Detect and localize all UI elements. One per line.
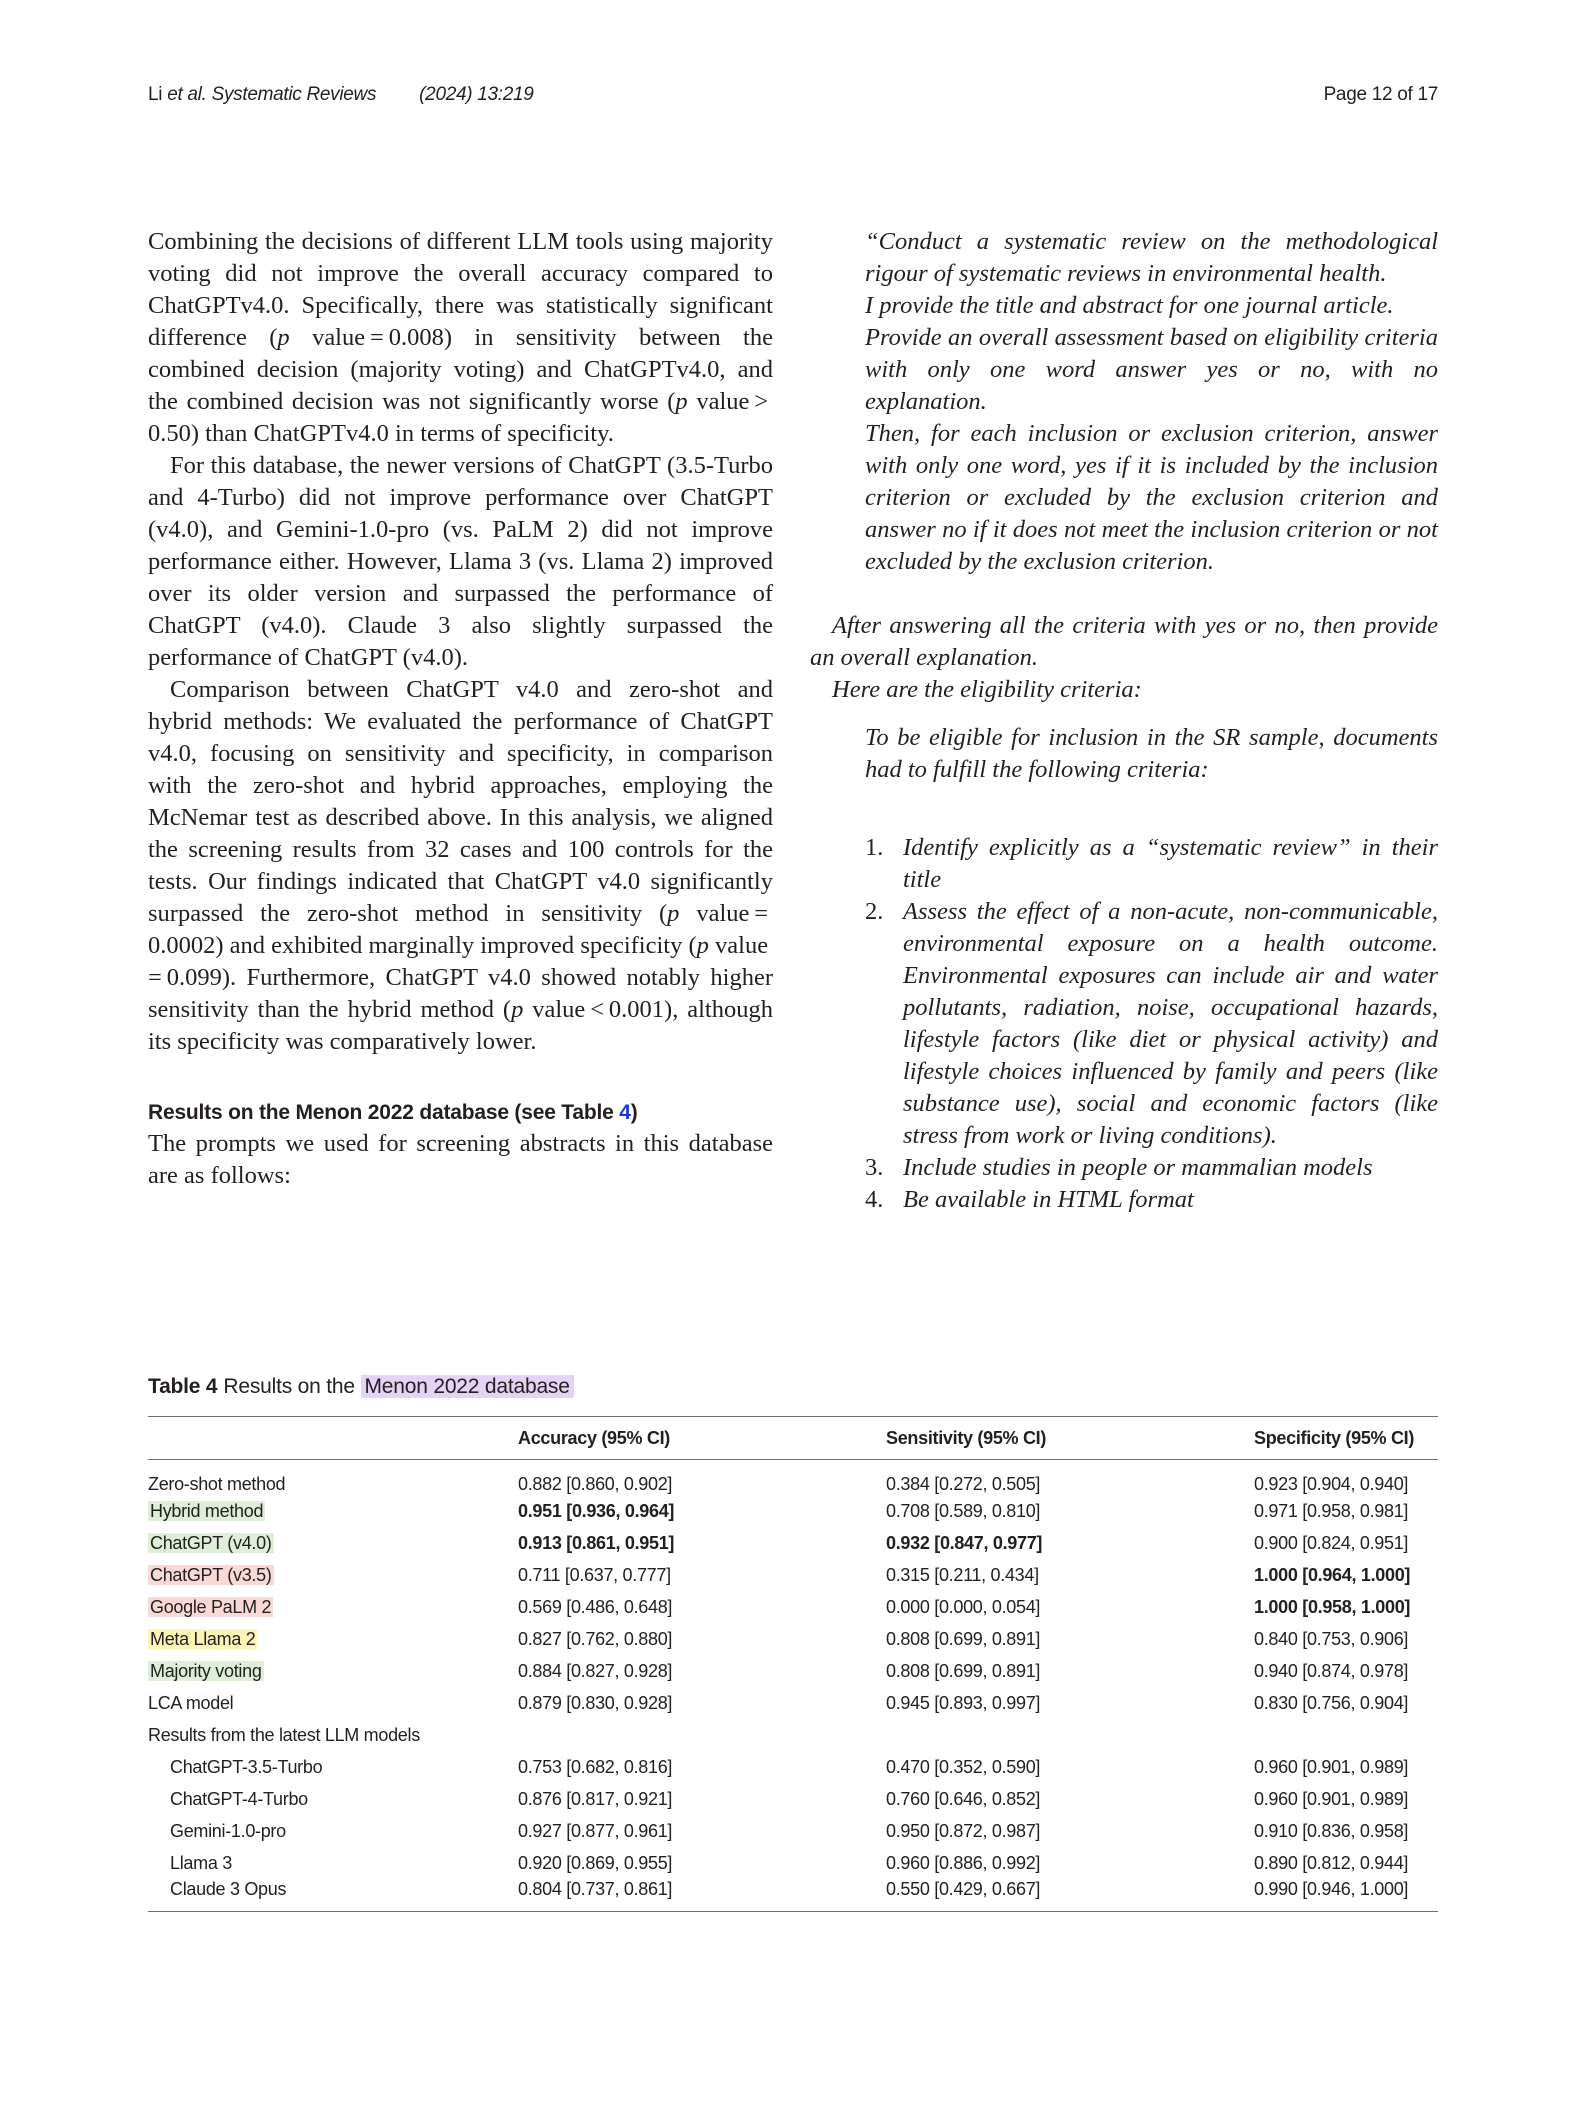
sensitivity-cell: 0.950 [0.872, 0.987] [886,1820,1041,1841]
table-4 [148,1372,1438,1912]
method-cell: Zero-shot method [148,1474,286,1494]
specificity-cell: 0.923 [0.904, 0.940] [1254,1474,1409,1494]
table-row [148,1623,1438,1655]
table-caption: Table 4 Results on the Menon 2022 database [148,1372,1438,1402]
right-column [810,226,1438,1216]
paragraph-comparison: Comparison between ChatGPT v4.0 and zero-shot and hybrid methods: We evaluated the performance of ChatGPT v4.0, focusing on sensitivity and specificity, in comparison with the zero-shot and hybrid approaches, employing the McNemar test as described above. In this analysis, we aligned the screening results from 32 cases and 100 controls for the tests. Our findings indicated that ChatGPT v4.0 significantly surpassed the zero-shot method in sensitivity (p value = 0.0002) and exhibited marginally improved specificity (p value = 0.099). Furthermore, ChatGPT v4.0 showed notably higher sensitivity than the hybrid method (p value < 0.001), although its specificity was comparatively lower. [148,676,774,1055]
specificity-cell: 0.900 [0.824, 0.951] [1254,1532,1409,1553]
section-intro: The prompts we used for screening abstracts in this database are as follows: [148,1130,773,1189]
accuracy-cell: 0.753 [0.682, 0.816] [518,1756,673,1777]
paragraph-majority-voting: Combining the decisions of different LLM tools using majority voting did not improve the overall accuracy compared to ChatGPTv4.0. Specifically, there was statistically significant difference (p value = 0.008) in sensitivity between the combined decision (majority voting) and ChatGPTv4.0, and the combined decision was not significantly worse (p value > 0.50) than ChatGPTv4.0 in terms of specificity. [148,228,774,447]
criteria-list [810,832,1438,1216]
header-accuracy: Accuracy (95% CI) [518,1427,670,1448]
volume-citation: (2024) 13:219 [419,84,534,105]
sensitivity-cell: 0.708 [0.589, 0.810] [886,1500,1041,1521]
method-cell: ChatGPT-3.5-Turbo [170,1756,323,1777]
header-specificity: Specificity (95% CI) [1254,1427,1415,1448]
sensitivity-cell: 0.760 [0.646, 0.852] [886,1788,1041,1809]
et-al: et al. [167,84,207,105]
running-head [148,84,1438,112]
method-cell: Claude 3 Opus [170,1879,287,1900]
accuracy-cell: 0.569 [0.486, 0.648] [518,1596,673,1617]
method-cell: Llama 3 [170,1852,232,1873]
prompt-line-3: Provide an overall assessment based on eligibility criteria with only one word answer yes or no, with no explanation. [865,324,1438,415]
method-cell: ChatGPT (v3.5) [150,1564,272,1585]
specificity-cell: 0.910 [0.836, 0.958] [1254,1820,1409,1841]
table-row [148,1559,1438,1591]
specificity-cell: 0.890 [0.812, 0.944] [1254,1852,1409,1873]
results-table [148,1416,1438,1912]
prompt-line-4: Then, for each inclusion or exclusion criterion, answer with only one word, yes if it is included by the inclusion criterion or excluded by the exclusion criterion and answer no if it does not meet the inclusion criterion or not excluded by the exclusion criterion. [865,420,1438,575]
specificity-cell: 0.830 [0.756, 0.904] [1254,1692,1409,1713]
accuracy-cell: 0.804 [0.737, 0.861] [518,1879,673,1900]
accuracy-cell: 0.884 [0.827, 0.928] [518,1660,673,1681]
table-row [148,1655,1438,1687]
method-cell: Meta Llama 2 [150,1628,256,1649]
journal-citation [148,84,534,106]
accuracy-cell: 0.879 [0.830, 0.928] [518,1692,673,1713]
specificity-cell: 0.840 [0.753, 0.906] [1254,1628,1409,1649]
accuracy-cell: 0.951 [0.936, 0.964] [518,1500,675,1521]
table-row [148,1815,1438,1847]
table-row [148,1527,1438,1559]
method-cell: Hybrid method [150,1500,264,1521]
method-cell: LCA model [148,1692,234,1713]
table-row [148,1879,1438,1911]
method-cell: Gemini-1.0-pro [170,1820,286,1841]
accuracy-cell: 0.827 [0.762, 0.880] [518,1628,673,1649]
header-sensitivity: Sensitivity (95% CI) [886,1427,1047,1448]
table-label: Table 4 [148,1375,218,1398]
specificity-cell: 0.960 [0.901, 0.989] [1254,1756,1409,1777]
table-row [148,1783,1438,1815]
table-row [148,1591,1438,1623]
spacer [810,578,1438,610]
accuracy-cell: 0.876 [0.817, 0.921] [518,1788,673,1809]
table-row [148,1751,1438,1783]
specificity-cell: 0.960 [0.901, 0.989] [1254,1788,1409,1809]
subgroup-label: Results from the latest LLM models [148,1724,420,1745]
eligibility-block [810,722,1438,786]
page-number: Page 12 of 17 [1323,84,1438,105]
section-heading-menon: Results on the Menon 2022 database (see Table 4) [148,1101,638,1124]
journal-name: Systematic Reviews [211,84,377,105]
accuracy-cell: 0.927 [0.877, 0.961] [518,1820,673,1841]
highlighted-database-name: Menon 2022 database [361,1375,574,1398]
header-method [148,1417,518,1460]
method-cell: ChatGPT-4-Turbo [170,1788,308,1809]
prompt-quote [810,226,1438,578]
table-subgroup-row [148,1719,1438,1751]
prompt-line-1: “Conduct a systematic review on the methodological rigour of systematic reviews in environmental health. [865,228,1438,287]
paragraph-newer-versions: For this database, the newer versions of ChatGPT (3.5-Turbo and 4-Turbo) did not improve performance over ChatGPT (v4.0), and Gemini-1.0-pro (vs. PaLM 2) did not improve performance either. However, Llama 3 (vs. Llama 2) improved over its older version and surpassed the performance of ChatGPT (v4.0). Claude 3 also slightly surpassed the performance of ChatGPT (v4.0). [148,452,773,671]
sensitivity-cell: 0.315 [0.211, 0.434] [886,1564,1039,1585]
sensitivity-cell: 0.932 [0.847, 0.977] [886,1532,1043,1553]
method-cell: ChatGPT (v4.0) [150,1532,272,1553]
sensitivity-cell: 0.000 [0.000, 0.054] [886,1596,1041,1617]
sensitivity-cell: 0.808 [0.699, 0.891] [886,1628,1041,1649]
criterion-item: 2. Assess the effect of a non-acute, non-communicable, environmental exposure on a health outcome. Environmental exposures can include air and water pollutants, radiation, noise, occupational hazards, lifestyle factors (like diet or physical activity) and lifestyle choices influenced by family and peers (like substance use), social and economic factors (like stress from work or living conditions). [865,898,1438,1149]
criterion-item: 3. Include studies in people or mammalian models [865,1154,1373,1181]
prompt-line-2: I provide the title and abstract for one journal article. [865,292,1394,319]
accuracy-cell: 0.882 [0.860, 0.902] [518,1474,673,1494]
sensitivity-cell: 0.550 [0.429, 0.667] [886,1879,1041,1900]
table-4-link[interactable]: 4 [619,1101,631,1124]
specificity-cell: 1.000 [0.964, 1.000] [1254,1564,1411,1585]
sensitivity-cell: 0.808 [0.699, 0.891] [886,1660,1041,1681]
prompt-instructions [810,610,1438,706]
accuracy-cell: 0.913 [0.861, 0.951] [518,1532,675,1553]
sensitivity-cell: 0.470 [0.352, 0.590] [886,1756,1041,1777]
specificity-cell: 1.000 [0.958, 1.000] [1254,1596,1411,1617]
left-column [148,226,773,1192]
method-cell: Majority voting [150,1660,262,1681]
sensitivity-cell: 0.945 [0.893, 0.997] [886,1692,1041,1713]
sensitivity-cell: 0.960 [0.886, 0.992] [886,1852,1041,1873]
table-row [148,1495,1438,1527]
criterion-item: 4. Be available in HTML format [865,1186,1194,1213]
accuracy-cell: 0.920 [0.869, 0.955] [518,1852,673,1873]
method-cell: Google PaLM 2 [150,1596,272,1617]
table-row [148,1847,1438,1879]
specificity-cell: 0.940 [0.874, 0.978] [1254,1660,1409,1681]
sensitivity-cell: 0.384 [0.272, 0.505] [886,1474,1041,1494]
accuracy-cell: 0.711 [0.637, 0.777] [518,1564,671,1585]
table-row [148,1687,1438,1719]
table-header-row [148,1417,1438,1460]
criteria-intro: Here are the eligibility criteria: [832,676,1142,703]
specificity-cell: 0.990 [0.946, 1.000] [1254,1879,1409,1900]
eligibility-intro: To be eligible for inclusion in the SR sample, documents had to fulfill the following criteria: [865,724,1438,783]
authors: Li [148,84,163,105]
after-answering: After answering all the criteria with yes or no, then provide an overall explanation. [810,612,1438,671]
table-row [148,1460,1438,1496]
criterion-item: 1. Identify explicitly as a “systematic review” in their title [865,834,1438,893]
specificity-cell: 0.971 [0.958, 0.981] [1254,1500,1409,1521]
